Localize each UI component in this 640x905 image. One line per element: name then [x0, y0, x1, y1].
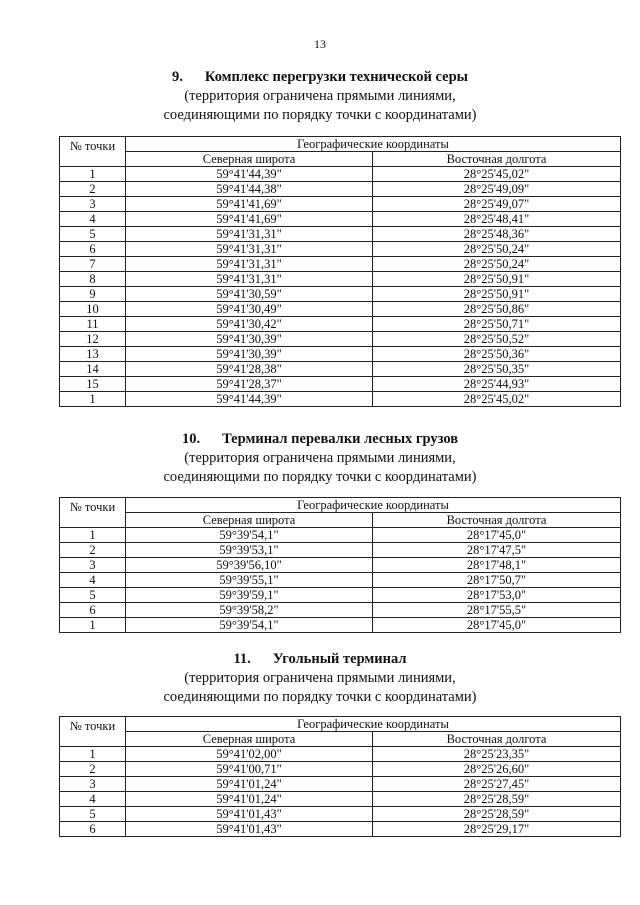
header-geo-coordinates: Географические координаты — [126, 717, 621, 732]
point-number-cell: 4 — [60, 573, 126, 588]
table-row — [60, 197, 621, 212]
point-number-cell: 13 — [60, 347, 126, 362]
table-row — [60, 227, 621, 242]
point-number-cell: 7 — [60, 257, 126, 272]
table-row — [60, 182, 621, 197]
point-number-cell: 4 — [60, 212, 126, 227]
latitude-cell: 59°39'58,2" — [126, 603, 373, 618]
latitude-cell: 59°39'55,1" — [126, 573, 373, 588]
longitude-cell: 28°17'45,0" — [373, 528, 621, 543]
latitude-cell: 59°41'01,43" — [126, 807, 373, 822]
latitude-cell: 59°41'31,31" — [126, 272, 373, 287]
longitude-cell: 28°25'44,93" — [373, 377, 621, 392]
latitude-cell: 59°41'01,24" — [126, 792, 373, 807]
longitude-cell: 28°25'49,07" — [373, 197, 621, 212]
latitude-cell: 59°41'01,24" — [126, 777, 373, 792]
point-number-cell: 14 — [60, 362, 126, 377]
latitude-cell: 59°41'30,39" — [126, 347, 373, 362]
section-title: Угольный терминал — [272, 651, 407, 667]
latitude-cell: 59°41'31,31" — [126, 242, 373, 257]
point-number-cell: 4 — [60, 792, 126, 807]
longitude-cell: 28°25'48,36" — [373, 227, 621, 242]
section-11-heading — [0, 650, 640, 707]
point-number-cell: 3 — [60, 777, 126, 792]
point-number-cell: 9 — [60, 287, 126, 302]
table-row — [60, 287, 621, 302]
longitude-cell: 28°25'50,35" — [373, 362, 621, 377]
table-row — [60, 257, 621, 272]
longitude-cell: 28°25'50,36" — [373, 347, 621, 362]
section-10-heading — [0, 430, 640, 487]
section-number: 10. — [181, 431, 201, 447]
header-point-number: № точки — [60, 717, 126, 747]
latitude-cell: 59°41'44,39" — [126, 167, 373, 182]
table-row — [60, 762, 621, 777]
point-number-cell: 5 — [60, 807, 126, 822]
latitude-cell: 59°39'59,1" — [126, 588, 373, 603]
coordinates-table — [59, 497, 621, 633]
header-longitude: Восточная долгота — [373, 732, 621, 747]
latitude-cell: 59°41'41,69" — [126, 197, 373, 212]
longitude-cell: 28°25'50,91" — [373, 272, 621, 287]
longitude-cell: 28°25'28,59" — [373, 792, 621, 807]
table-row — [60, 573, 621, 588]
latitude-cell: 59°39'54,1" — [126, 618, 373, 633]
section-subtitle: соединяющими по порядку точки с координатами) — [163, 469, 477, 485]
longitude-cell: 28°25'23,35" — [373, 747, 621, 762]
section-9-heading — [0, 68, 640, 125]
table-row — [60, 558, 621, 573]
latitude-cell: 59°41'44,38" — [126, 182, 373, 197]
longitude-cell: 28°25'50,24" — [373, 257, 621, 272]
longitude-cell: 28°17'48,1" — [373, 558, 621, 573]
point-number-cell: 1 — [60, 528, 126, 543]
longitude-cell: 28°25'49,09" — [373, 182, 621, 197]
table-row — [60, 543, 621, 558]
header-point-number: № точки — [60, 498, 126, 528]
longitude-cell: 28°25'48,41" — [373, 212, 621, 227]
longitude-cell: 28°17'47,5" — [373, 543, 621, 558]
table-row — [60, 362, 621, 377]
longitude-cell: 28°25'50,52" — [373, 332, 621, 347]
longitude-cell: 28°17'55,5" — [373, 603, 621, 618]
latitude-cell: 59°39'53,1" — [126, 543, 373, 558]
table-row — [60, 777, 621, 792]
table-row — [60, 792, 621, 807]
header-point-number: № точки — [60, 137, 126, 167]
latitude-cell: 59°41'30,42" — [126, 317, 373, 332]
table-row — [60, 528, 621, 543]
point-number-cell: 10 — [60, 302, 126, 317]
table-row — [60, 272, 621, 287]
table-row — [60, 332, 621, 347]
latitude-cell: 59°41'44,39" — [126, 392, 373, 407]
latitude-cell: 59°41'00,71" — [126, 762, 373, 777]
point-number-cell: 12 — [60, 332, 126, 347]
header-latitude: Северная широта — [126, 513, 373, 528]
longitude-cell: 28°25'45,02" — [373, 167, 621, 182]
table-row — [60, 618, 621, 633]
latitude-cell: 59°41'31,31" — [126, 257, 373, 272]
latitude-cell: 59°41'02,00" — [126, 747, 373, 762]
table-row — [60, 807, 621, 822]
longitude-cell: 28°25'50,71" — [373, 317, 621, 332]
point-number-cell: 6 — [60, 603, 126, 618]
point-number-cell: 3 — [60, 197, 126, 212]
header-longitude: Восточная долгота — [373, 513, 621, 528]
coordinates-table — [59, 136, 621, 407]
longitude-cell: 28°25'29,17" — [373, 822, 621, 837]
longitude-cell: 28°25'27,45" — [373, 777, 621, 792]
table-row — [60, 747, 621, 762]
longitude-cell: 28°25'28,59" — [373, 807, 621, 822]
point-number-cell: 6 — [60, 822, 126, 837]
longitude-cell: 28°25'50,86" — [373, 302, 621, 317]
point-number-cell: 1 — [60, 392, 126, 407]
point-number-cell: 1 — [60, 167, 126, 182]
table-row — [60, 392, 621, 407]
longitude-cell: 28°17'53,0" — [373, 588, 621, 603]
header-geo-coordinates: Географические координаты — [126, 498, 621, 513]
point-number-cell: 2 — [60, 543, 126, 558]
point-number-cell: 15 — [60, 377, 126, 392]
table-row — [60, 588, 621, 603]
point-number-cell: 2 — [60, 182, 126, 197]
section-subtitle: соединяющими по порядку точки с координатами) — [163, 689, 477, 705]
table-row — [60, 167, 621, 182]
latitude-cell: 59°41'28,38" — [126, 362, 373, 377]
point-number-cell: 1 — [60, 747, 126, 762]
header-longitude: Восточная долгота — [373, 152, 621, 167]
section-number: 11. — [233, 651, 251, 667]
table-row — [60, 603, 621, 618]
latitude-cell: 59°41'31,31" — [126, 227, 373, 242]
latitude-cell: 59°41'30,39" — [126, 332, 373, 347]
header-latitude: Северная широта — [126, 732, 373, 747]
latitude-cell: 59°41'30,49" — [126, 302, 373, 317]
section-title: Комплекс перегрузки технической серы — [204, 69, 468, 85]
longitude-cell: 28°25'50,91" — [373, 287, 621, 302]
point-number-cell: 5 — [60, 588, 126, 603]
section-number: 9. — [172, 69, 183, 85]
longitude-cell: 28°17'45,0" — [373, 618, 621, 633]
table-row — [60, 377, 621, 392]
longitude-cell: 28°25'26,60" — [373, 762, 621, 777]
point-number-cell: 11 — [60, 317, 126, 332]
point-number-cell: 1 — [60, 618, 126, 633]
section-subtitle: (территория ограничена прямыми линиями, — [184, 88, 456, 104]
table-row — [60, 242, 621, 257]
header-geo-coordinates: Географические координаты — [126, 137, 621, 152]
latitude-cell: 59°39'54,1" — [126, 528, 373, 543]
latitude-cell: 59°41'28,37" — [126, 377, 373, 392]
latitude-cell: 59°41'01,43" — [126, 822, 373, 837]
point-number-cell: 6 — [60, 242, 126, 257]
section-title: Терминал перевалки лесных грузов — [222, 431, 459, 447]
table-row — [60, 822, 621, 837]
coordinates-table — [59, 716, 621, 837]
table-row — [60, 347, 621, 362]
table-row — [60, 302, 621, 317]
section-subtitle: (территория ограничена прямыми линиями, — [184, 670, 456, 686]
latitude-cell: 59°39'56,10" — [126, 558, 373, 573]
latitude-cell: 59°41'30,59" — [126, 287, 373, 302]
header-latitude: Северная широта — [126, 152, 373, 167]
table-row — [60, 317, 621, 332]
section-subtitle: (территория ограничена прямыми линиями, — [184, 450, 456, 466]
table-row — [60, 212, 621, 227]
longitude-cell: 28°25'50,24" — [373, 242, 621, 257]
point-number-cell: 3 — [60, 558, 126, 573]
longitude-cell: 28°25'45,02" — [373, 392, 621, 407]
longitude-cell: 28°17'50,7" — [373, 573, 621, 588]
point-number-cell: 8 — [60, 272, 126, 287]
page-number: 13 — [314, 37, 326, 51]
latitude-cell: 59°41'41,69" — [126, 212, 373, 227]
section-subtitle: соединяющими по порядку точки с координатами) — [163, 107, 477, 123]
point-number-cell: 2 — [60, 762, 126, 777]
point-number-cell: 5 — [60, 227, 126, 242]
